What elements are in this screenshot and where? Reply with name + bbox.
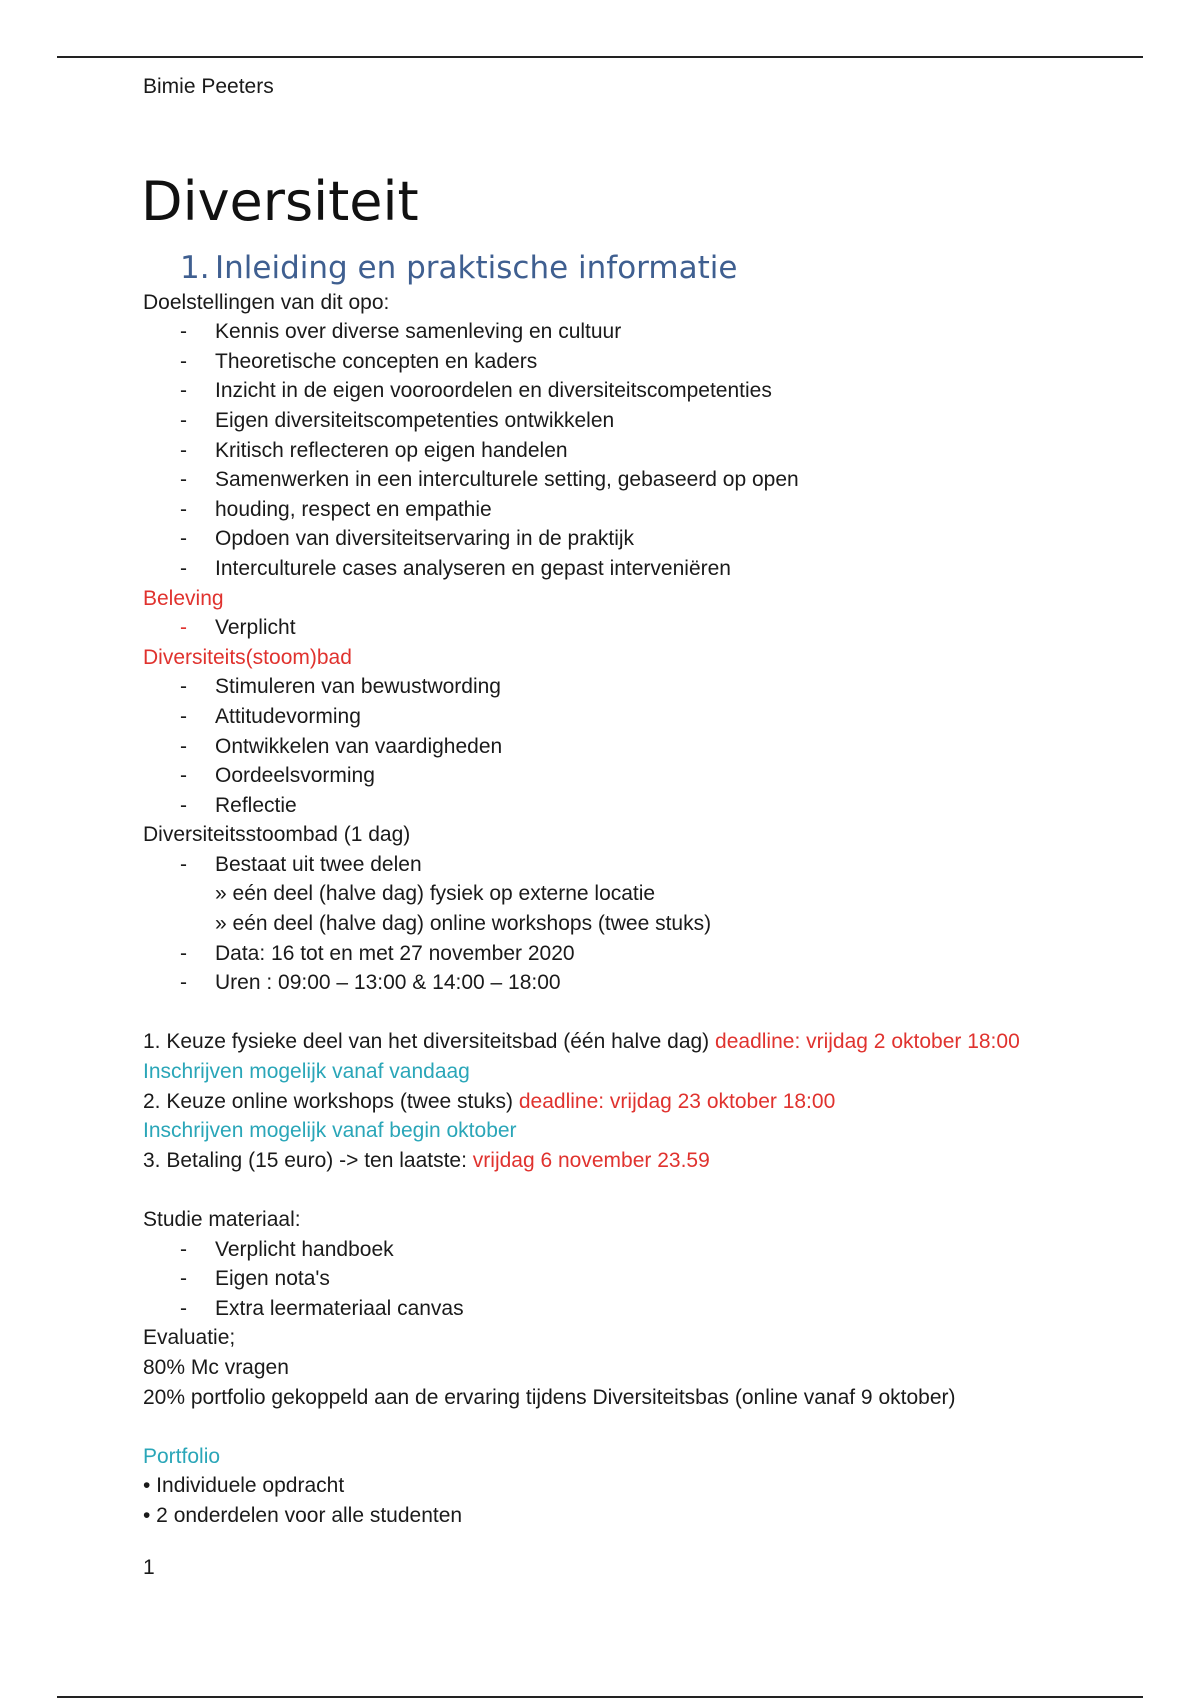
- step-2-deadline: deadline: vrijdag 23 oktober 18:00: [518, 1089, 836, 1113]
- page-number: 1: [143, 1555, 155, 1579]
- document-page: [143, 72, 1083, 1582]
- section-heading: [180, 248, 1083, 288]
- bullet-item: • Individuele opdracht: [143, 1474, 345, 1498]
- list-dash: -: [180, 320, 187, 344]
- list-item: - Extra leermateriaal canvas: [143, 1294, 1083, 1324]
- section-number: 1.: [180, 249, 210, 286]
- author-name: Bimie Peeters: [143, 75, 274, 98]
- list-item: - Verplicht: [143, 613, 1083, 643]
- sub-item: » eén deel (halve dag) fysiek op externe locatie: [215, 882, 656, 906]
- evaluation-label: Evaluatie;: [143, 1326, 236, 1350]
- list-dash: -: [180, 556, 187, 580]
- list-dash: -: [180, 616, 187, 640]
- list-item: - Ontwikkelen van vaardigheden: [143, 732, 1083, 762]
- list-item: - Kennis over diverse samenleving en cultuur: [143, 317, 1083, 347]
- list-item: - Attitudevorming: [143, 702, 1083, 732]
- list-item: - Opdoen van diversiteitservaring in de praktijk: [143, 524, 1083, 554]
- blank-line: [143, 998, 1083, 1028]
- list-item: - Kritisch reflecteren op eigen handelen: [143, 436, 1083, 466]
- bullet-item: • 2 onderdelen voor alle studenten: [143, 1503, 463, 1527]
- list-dash: -: [180, 852, 187, 876]
- list-item: - Reflectie: [143, 791, 1083, 821]
- list-dash: -: [180, 793, 187, 817]
- step-1-note: Inschrijven mogelijk vanaf vandaag: [143, 1060, 470, 1084]
- list-item: - houding, respect en empathie: [143, 495, 1083, 525]
- step-3: 3. Betaling (15 euro) -> ten laatste: vrijdag 6 november 23.59: [143, 1148, 710, 1172]
- sub-item: » eén deel (halve dag) online workshops (twee stuks): [215, 912, 712, 936]
- document-title: Diversiteit: [141, 169, 419, 233]
- list-dash: -: [180, 468, 187, 492]
- list-dash: -: [180, 349, 187, 373]
- list-dash: -: [180, 675, 187, 699]
- step-2-note: Inschrijven mogelijk vanaf begin oktober: [143, 1119, 517, 1143]
- list-dash: -: [180, 1267, 187, 1291]
- step-1: 1. Keuze fysieke deel van het diversiteitsbad (één halve dag) deadline: vrijdag 2 oktober 18:00: [143, 1030, 1020, 1054]
- list-item: - Stimuleren van bewustwording: [143, 672, 1083, 702]
- bad-label: Diversiteits(stoom)bad: [143, 645, 352, 669]
- goals-intro: Doelstellingen van dit opo:: [143, 290, 390, 314]
- header-rule: [57, 56, 1143, 58]
- evaluation-line: 20% portfolio gekoppeld aan de ervaring tijdens Diversiteitsbas (online vanaf 9 oktober): [143, 1385, 956, 1409]
- list-item: - Samenwerken in een interculturele setting, gebaseerd op open: [143, 465, 1083, 495]
- step-1-deadline: deadline: vrijdag 2 oktober 18:00: [715, 1030, 1020, 1054]
- list-dash: -: [180, 497, 187, 521]
- list-dash: -: [180, 408, 187, 432]
- list-dash: -: [180, 379, 187, 403]
- list-dash: -: [180, 734, 187, 758]
- portfolio-label: Portfolio: [143, 1444, 221, 1468]
- list-dash: -: [180, 438, 187, 462]
- list-item: - Eigen diversiteitscompetenties ontwikkelen: [143, 406, 1083, 436]
- list-item: - Eigen nota's: [143, 1264, 1083, 1294]
- list-dash: -: [180, 527, 187, 551]
- list-dash: -: [180, 704, 187, 728]
- step-2: 2. Keuze online workshops (twee stuks) deadline: vrijdag 23 oktober 18:00: [143, 1089, 836, 1113]
- blank-line: [143, 1175, 1083, 1205]
- list-dash: -: [180, 971, 187, 995]
- section-title: Inleiding en praktische informatie: [215, 249, 738, 286]
- material-label: Studie materiaal:: [143, 1208, 301, 1231]
- list-dash: -: [180, 764, 187, 788]
- list-item: - Bestaat uit twee delen: [143, 850, 1083, 880]
- list-item: - Oordeelsvorming: [143, 761, 1083, 791]
- list-dash: -: [180, 1296, 187, 1320]
- beleving-label: Beleving: [143, 586, 224, 610]
- list-dash: -: [180, 1237, 187, 1261]
- list-item: - Uren : 09:00 – 13:00 & 14:00 – 18:00: [143, 968, 1083, 998]
- blank-line: [143, 1412, 1083, 1442]
- list-item: - Interculturele cases analyseren en gepast interveniëren: [143, 554, 1083, 584]
- stoombad-label: Diversiteitsstoombad (1 dag): [143, 823, 411, 847]
- footer-rule: [57, 1696, 1143, 1698]
- list-dash: -: [180, 941, 187, 965]
- step-3-deadline: vrijdag 6 november 23.59: [472, 1148, 710, 1172]
- list-item: - Theoretische concepten en kaders: [143, 347, 1083, 377]
- list-item: - Inzicht in de eigen vooroordelen en diversiteitscompetenties: [143, 376, 1083, 406]
- list-item: - Verplicht handboek: [143, 1235, 1083, 1265]
- list-item: - Data: 16 tot en met 27 november 2020: [143, 939, 1083, 969]
- evaluation-line: 80% Mc vragen: [143, 1355, 289, 1379]
